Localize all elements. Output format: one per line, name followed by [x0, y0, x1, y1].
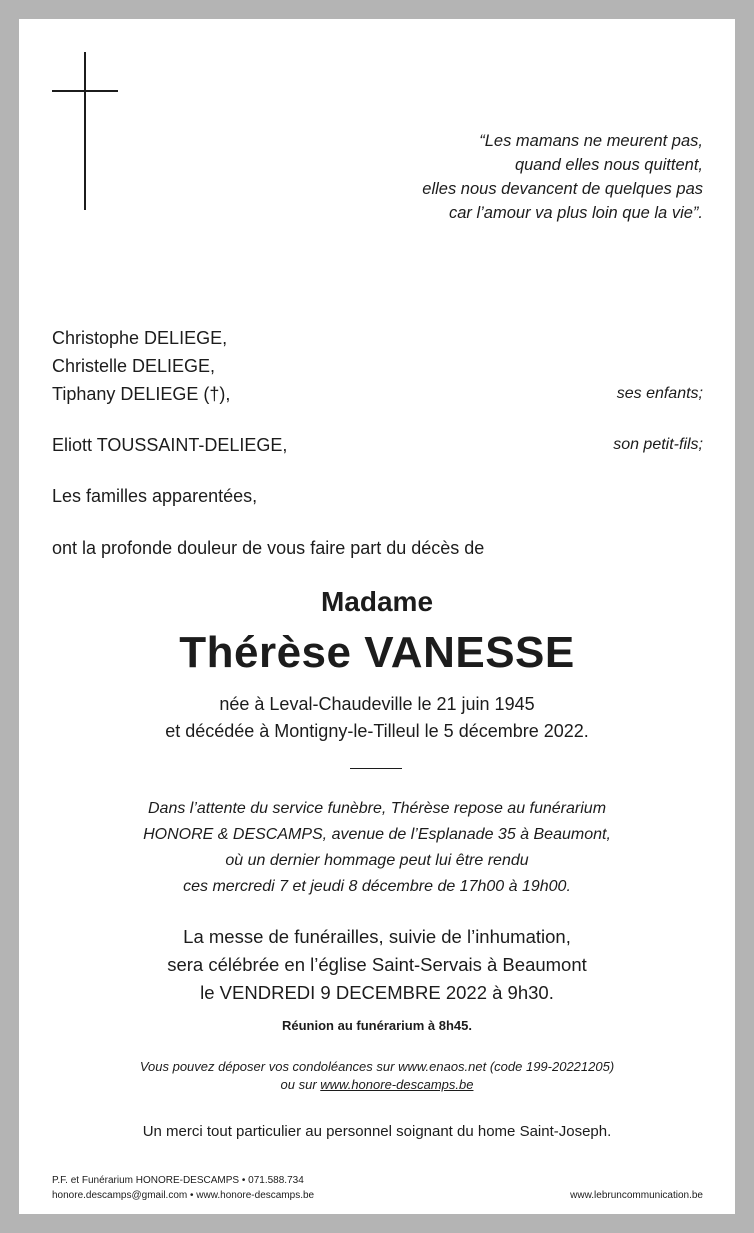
cross-icon: [84, 52, 86, 210]
quote-line: elles nous devancent de quelques pas: [422, 180, 703, 198]
deceased-title: Madame: [320, 586, 434, 617]
announcement-text: ont la profonde douleur de vous faire part du décès de: [52, 538, 485, 558]
family-line: [52, 433, 703, 457]
condolences-line-2: [19, 1076, 735, 1094]
divider: [350, 768, 402, 769]
family-line: [52, 354, 703, 378]
visitation-line: ces mercredi 7 et jeudi 8 décembre de 17h00 à 19h00.: [183, 878, 571, 895]
condolences-prefix: ou sur: [280, 1077, 321, 1092]
funeral-home-contact: P.F. et Funérarium HONORE-DESCAMPS • 071.588.734: [52, 1175, 304, 1186]
birth-line: née à Leval-Chaudeville le 21 juin 1945: [219, 694, 535, 714]
visitation-line: Dans l’attente du service funèbre, Thérèse repose au funérarium: [147, 800, 607, 817]
children-role: ses enfants;: [616, 385, 703, 402]
visitation-line: HONORE & DESCAMPS, avenue de l’Esplanade 35 à Beaumont,: [143, 826, 611, 843]
meeting-note: Réunion au funérarium à 8h45.: [282, 1018, 472, 1033]
death-line: et décédée à Montigny-le-Tilleul le 5 décembre 2022.: [165, 721, 589, 741]
condolences-line: Vous pouvez déposer vos condoléances sur www.enaos.net (code 199-20221205): [139, 1059, 615, 1074]
quote-line: “Les mamans ne meurent pas,: [479, 132, 703, 150]
thanks-text: Un merci tout particulier au personnel soignant du home Saint-Joseph.: [142, 1123, 612, 1140]
family-line: [52, 382, 703, 406]
condolences-link[interactable]: www.honore-descamps.be: [320, 1077, 474, 1092]
quote-line: car l’amour va plus loin que la vie”.: [448, 204, 703, 222]
deceased-name: Thérèse VANESSE: [179, 628, 575, 677]
grandson-role: son petit-fils;: [613, 436, 703, 453]
quote-line: quand elles nous quittent,: [514, 156, 703, 174]
family-line: [52, 536, 703, 560]
funeral-line: La messe de funérailles, suivie de l’inhumation,: [183, 926, 571, 947]
child-name: Christelle DELIEGE,: [52, 356, 216, 376]
obituary-card: [19, 19, 735, 1214]
funeral-line: le VENDREDI 9 DECEMBRE 2022 à 9h30.: [200, 982, 554, 1003]
child-name: Christophe DELIEGE,: [52, 328, 228, 348]
family-line: [52, 484, 703, 508]
quote-block: [422, 129, 703, 225]
family-line: [52, 326, 703, 350]
funeral-line: sera célébrée en l’église Saint-Servais à Beaumont: [167, 954, 587, 975]
funeral-home-web: honore.descamps@gmail.com • www.honore-descamps.be: [52, 1190, 315, 1201]
printer-credit: www.lebruncommunication.be: [570, 1190, 703, 1201]
cross-icon-bar: [52, 90, 118, 92]
visitation-line: où un dernier hommage peut lui être rendu: [225, 852, 529, 869]
relatives-text: Les familles apparentées,: [52, 486, 258, 506]
child-name: Tiphany DELIEGE (†),: [52, 384, 231, 404]
grandson-name: Eliott TOUSSAINT-DELIEGE,: [52, 435, 288, 455]
